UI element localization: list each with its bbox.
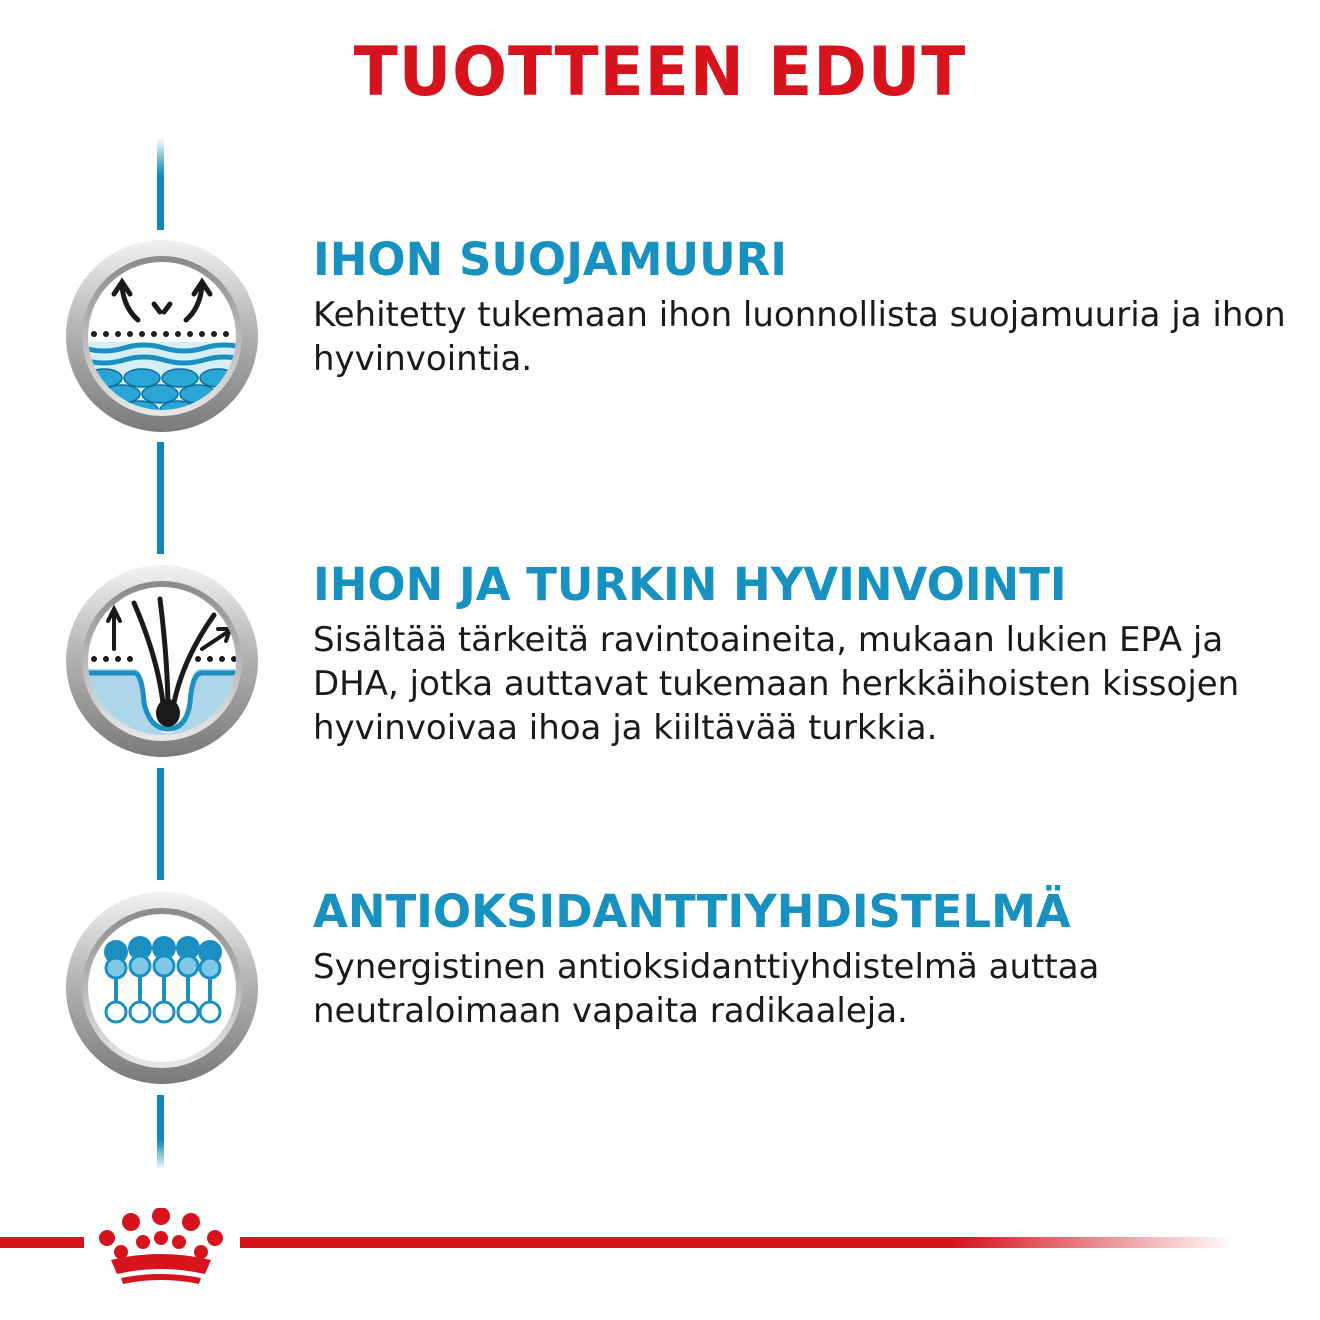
- page-title: TUOTTEEN EDUT: [353, 33, 967, 112]
- crown-logo: [93, 1208, 229, 1284]
- benefit-heading: IHON JA TURKIN HYVINVOINTI: [313, 558, 1067, 611]
- skin-and-coat-icon: [64, 563, 260, 759]
- footer-divider-left: [0, 1237, 84, 1248]
- benefit-heading: ANTIOKSIDANTTIYHDISTELMÄ: [313, 885, 1071, 938]
- benefit-heading: IHON SUOJAMUURI: [313, 233, 788, 286]
- timeline-segment: [157, 138, 164, 230]
- timeline-segment: [157, 442, 164, 554]
- footer-divider-right: [240, 1237, 1235, 1248]
- timeline-segment: [157, 768, 164, 880]
- timeline-segment: [157, 1095, 164, 1170]
- antioxidant-cells-icon: [64, 890, 260, 1086]
- benefit-description: Kehitetty tukemaan ihon luonnollista suojamuuria ja ihon hyvinvointia.: [313, 295, 1286, 379]
- benefit-description: Synergistinen antioksidanttiyhdistelmä auttaa neutraloimaan vapaita radikaaleja.: [313, 947, 1100, 1031]
- skin-barrier-icon: [64, 238, 260, 434]
- benefit-description: Sisältää tärkeitä ravintoaineita, mukaan lukien EPA ja DHA, jotka auttavat tukemaan herkkäihoisten kissojen hyvinvoivaa ihoa ja kiiltävää turkkia.: [313, 620, 1240, 748]
